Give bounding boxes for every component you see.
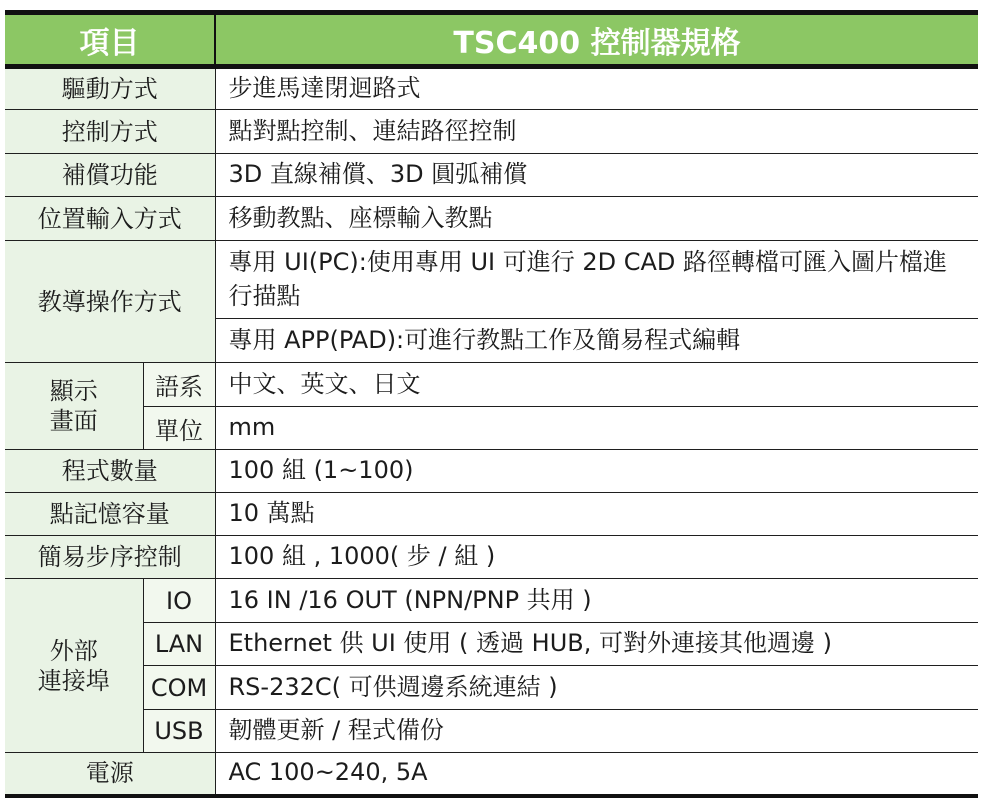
row-port-lan xyxy=(5,623,978,666)
label-compensation: 補償功能 xyxy=(5,154,215,197)
header-row xyxy=(5,13,978,67)
value-power: AC 100~240, 5A xyxy=(215,753,978,796)
row-port-usb xyxy=(5,710,978,753)
label-point-memory: 點記憶容量 xyxy=(5,493,215,536)
header-item-cell: 項目 xyxy=(5,13,215,67)
sublabel-io: IO xyxy=(143,579,215,623)
row-display-language xyxy=(5,363,978,407)
label-line-2: 連接埠 xyxy=(37,666,110,695)
row-port-com xyxy=(5,666,978,710)
label-step-sequence: 簡易步序控制 xyxy=(5,536,215,579)
row-teach-ui-pc xyxy=(5,241,978,319)
row-point-memory xyxy=(5,493,978,536)
header-title-cell: TSC400 控制器規格 xyxy=(215,13,978,67)
value-program-count: 100 組 (1~100) xyxy=(215,450,978,493)
label-line-1: 外部 xyxy=(49,636,98,665)
label-power: 電源 xyxy=(5,753,215,796)
row-port-io xyxy=(5,579,978,623)
value-teach-app-pad: 專用 APP(PAD):可進行教點工作及簡易程式編輯 xyxy=(215,319,978,363)
value-unit: mm xyxy=(215,407,978,450)
value-step-sequence: 100 組 , 1000( 步 / 組 ) xyxy=(215,536,978,579)
label-line-1: 顯示 xyxy=(49,377,98,405)
row-power xyxy=(5,753,978,796)
row-display-unit xyxy=(5,407,978,450)
label-line-2: 畫面 xyxy=(49,407,98,435)
value-com: RS-232C( 可供週邊系統連結 ) xyxy=(215,666,978,710)
spec-table xyxy=(5,10,978,798)
value-language: 中文、英文、日文 xyxy=(215,363,978,407)
sublabel-language: 語系 xyxy=(143,363,215,407)
row-position-input xyxy=(5,197,978,241)
value-compensation: 3D 直線補償、3D 圓弧補償 xyxy=(215,154,978,197)
value-lan: Ethernet 供 UI 使用 ( 透過 HUB, 可對外連接其他週邊 ) xyxy=(215,623,978,666)
sublabel-unit: 單位 xyxy=(143,407,215,450)
value-drive-method: 步進馬達閉迴路式 xyxy=(215,67,978,110)
sublabel-com: COM xyxy=(143,666,215,710)
label-external-ports xyxy=(5,579,143,753)
value-point-memory: 10 萬點 xyxy=(215,493,978,536)
label-program-count: 程式數量 xyxy=(5,450,215,493)
label-position-input: 位置輸入方式 xyxy=(5,197,215,241)
value-teach-ui-pc: 專用 UI(PC):使用專用 UI 可進行 2D CAD 路徑轉檔可匯入圖片檔進行描點 xyxy=(215,241,978,319)
value-position-input: 移動教點、座標輸入教點 xyxy=(215,197,978,241)
sublabel-usb: USB xyxy=(143,710,215,753)
label-drive-method: 驅動方式 xyxy=(5,67,215,110)
label-display-screen xyxy=(5,363,143,450)
value-usb: 韌體更新 / 程式備份 xyxy=(215,710,978,753)
row-compensation xyxy=(5,154,978,197)
label-teach-operation: 教導操作方式 xyxy=(5,241,215,363)
value-io: 16 IN /16 OUT (NPN/PNP 共用 ) xyxy=(215,579,978,623)
row-control-method xyxy=(5,110,978,154)
row-step-sequence xyxy=(5,536,978,579)
row-program-count xyxy=(5,450,978,493)
row-drive-method xyxy=(5,67,978,110)
value-control-method: 點對點控制、連結路徑控制 xyxy=(215,110,978,154)
label-control-method: 控制方式 xyxy=(5,110,215,154)
sublabel-lan: LAN xyxy=(143,623,215,666)
